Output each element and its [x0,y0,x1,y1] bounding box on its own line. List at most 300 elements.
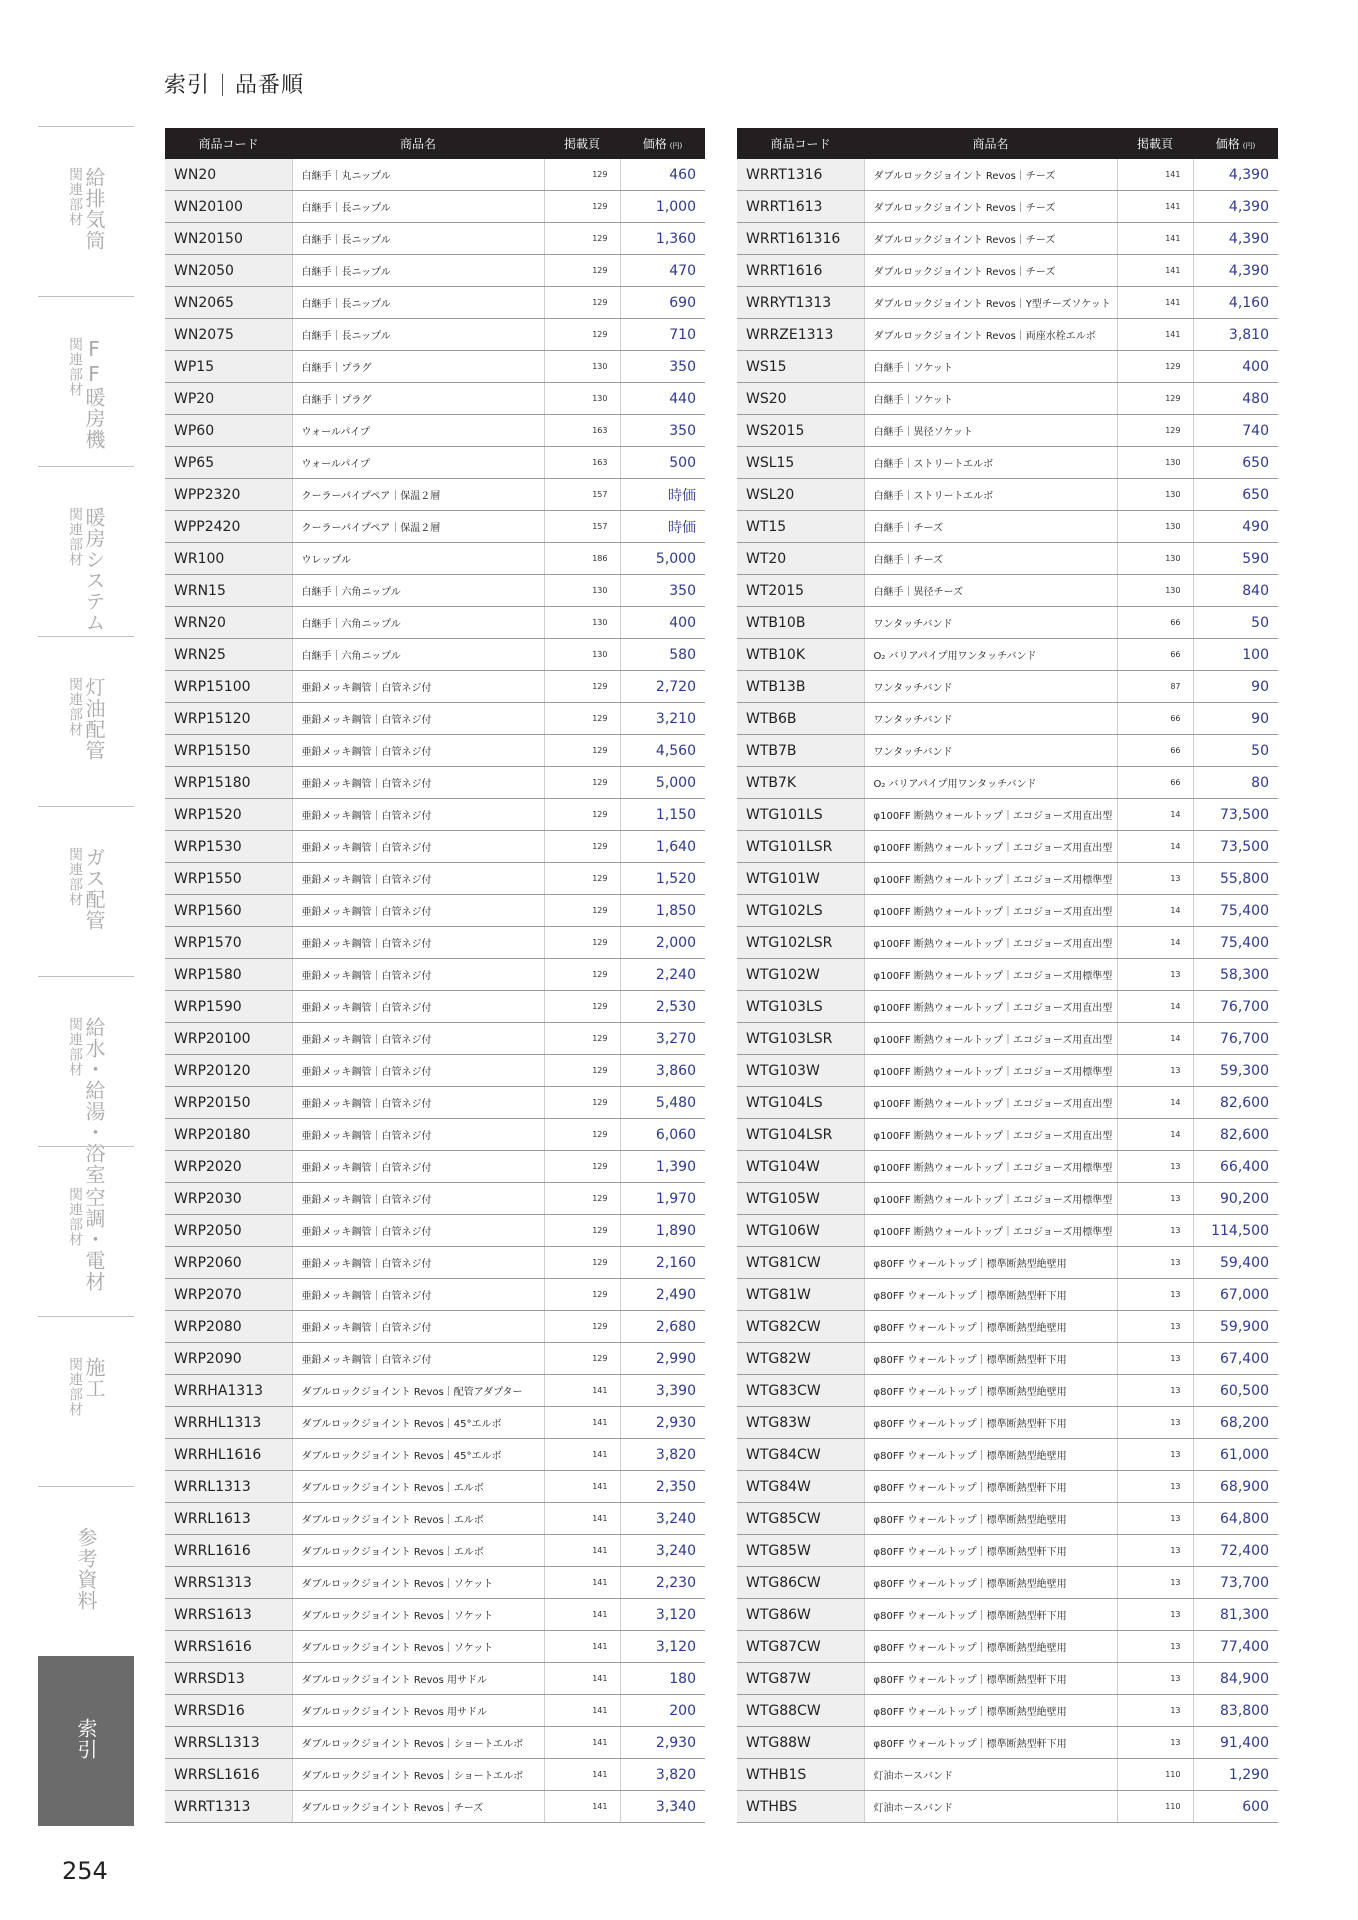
price: 180 [620,1663,705,1695]
page-ref: 66 [1117,607,1193,639]
page-ref: 130 [1117,575,1193,607]
table-row [165,735,705,767]
page-ref: 13 [1117,1279,1193,1311]
table-row [165,1311,705,1343]
product-code: WRRSL1616 [165,1759,292,1791]
product-name: 亜鉛メッキ鋼管｜白管ネジ付 [292,1023,544,1055]
table-row [165,415,705,447]
product-code: WRRSL1313 [165,1727,292,1759]
product-code: WRN15 [165,575,292,607]
page-ref: 141 [544,1439,620,1471]
product-name: ダブルロックジョイント Revos｜エルボ [292,1535,544,1567]
page-ref: 129 [544,1215,620,1247]
product-code: WTG88CW [737,1695,864,1727]
page-ref: 129 [544,1087,620,1119]
product-code: WRRL1613 [165,1503,292,1535]
price: 4,390 [1193,255,1278,287]
table-row [737,863,1278,895]
product-name: 亜鉛メッキ鋼管｜白管ネジ付 [292,863,544,895]
product-code: WTB10B [737,607,864,639]
product-name: φ100FF 断熱ウォールトップ｜エコジョーズ用直出型 [864,991,1117,1023]
table-row [165,959,705,991]
table-row [165,863,705,895]
product-name: 亜鉛メッキ鋼管｜白管ネジ付 [292,1279,544,1311]
product-name: φ80FF ウォールトップ｜標準断熱型軒下用 [864,1727,1117,1759]
page-ref: 13 [1117,1439,1193,1471]
product-code: WT2015 [737,575,864,607]
table-header-row [165,128,705,159]
product-code: WRP2090 [165,1343,292,1375]
product-code: WRP2070 [165,1279,292,1311]
page-ref: 129 [544,927,620,959]
page-ref: 141 [544,1759,620,1791]
sidebar-item-0[interactable] [38,126,134,296]
product-code: WRRT1313 [165,1791,292,1823]
product-name: φ80FF ウォールトップ｜標準断熱型絶壁用 [864,1503,1117,1535]
product-name: ダブルロックジョイント Revos｜両座水栓エルボ [864,319,1117,351]
page-ref: 129 [544,1023,620,1055]
product-name: 亜鉛メッキ鋼管｜白管ネジ付 [292,671,544,703]
product-code: WRP1520 [165,799,292,831]
page-ref: 141 [544,1695,620,1727]
page-ref: 141 [544,1375,620,1407]
table-row [165,1407,705,1439]
price: 1,360 [620,223,705,255]
price: 650 [1193,479,1278,511]
product-code: WRRT1613 [737,191,864,223]
table-row [165,1023,705,1055]
product-name: φ100FF 断熱ウォールトップ｜エコジョーズ用直出型 [864,1119,1117,1151]
table-row [165,319,705,351]
sidebar-item-sublabel: 関連部材 [67,337,83,397]
price: 2,990 [620,1343,705,1375]
product-name: 灯油ホースバンド [864,1759,1117,1791]
page-ref: 129 [1117,351,1193,383]
product-name: φ80FF ウォールトップ｜標準断熱型絶壁用 [864,1695,1117,1727]
page-ref: 13 [1117,1631,1193,1663]
price: 75,400 [1193,895,1278,927]
price: 4,560 [620,735,705,767]
table-row [737,1439,1278,1471]
table-row [165,1599,705,1631]
table-row [737,1631,1278,1663]
product-code: WN2065 [165,287,292,319]
product-code: WPP2420 [165,511,292,543]
product-name: ワンタッチバンド [864,735,1117,767]
price: 82,600 [1193,1119,1278,1151]
table-row [737,543,1278,575]
table-row [165,1087,705,1119]
product-name: φ80FF ウォールトップ｜標準断熱型絶壁用 [864,1631,1117,1663]
price: 66,400 [1193,1151,1278,1183]
product-name: 白継手｜プラグ [292,383,544,415]
product-code: WSL15 [737,447,864,479]
page-ref: 129 [544,703,620,735]
page-ref: 14 [1117,991,1193,1023]
price: 91,400 [1193,1727,1278,1759]
price: 82,600 [1193,1087,1278,1119]
product-name: クーラーパイプペア｜保温２層 [292,479,544,511]
product-code: WTG82W [737,1343,864,1375]
header-name: 商品名 [864,128,1117,159]
price: 200 [620,1695,705,1727]
price: 1,890 [620,1215,705,1247]
product-code: WTG81W [737,1279,864,1311]
table-row [737,639,1278,671]
product-name: 亜鉛メッキ鋼管｜白管ネジ付 [292,927,544,959]
product-code: WTG88W [737,1727,864,1759]
product-name: 白継手｜異径チーズ [864,575,1117,607]
page-ref: 129 [544,319,620,351]
product-code: WPP2320 [165,479,292,511]
product-name: ダブルロックジョイント Revos｜ソケット [292,1567,544,1599]
sidebar-item-sublabel: 関連部材 [67,677,83,737]
table-row [165,1183,705,1215]
product-code: WT15 [737,511,864,543]
table-row [737,511,1278,543]
price: 1,150 [620,799,705,831]
product-name: 白継手｜チーズ [864,543,1117,575]
price: 時価 [620,479,705,511]
product-name: φ80FF ウォールトップ｜標準断熱型絶壁用 [864,1439,1117,1471]
price: 83,800 [1193,1695,1278,1727]
product-code: WS20 [737,383,864,415]
page-ref: 129 [544,767,620,799]
product-code: WTHBS [737,1791,864,1823]
product-code: WP20 [165,383,292,415]
page-ref: 13 [1117,1663,1193,1695]
table-row [165,287,705,319]
product-code: WRP20100 [165,1023,292,1055]
sidebar-item-label: 給排気筒 [82,167,106,251]
sidebar-item-label: 給水・給湯・浴室 [82,1017,106,1185]
product-name: 亜鉛メッキ鋼管｜白管ネジ付 [292,991,544,1023]
price: 740 [1193,415,1278,447]
price: 5,000 [620,767,705,799]
product-code: WTG101LSR [737,831,864,863]
price: 75,400 [1193,927,1278,959]
product-code: WRP2080 [165,1311,292,1343]
page-ref: 14 [1117,1087,1193,1119]
product-code: WRP15150 [165,735,292,767]
product-code: WRRS1613 [165,1599,292,1631]
price: 3,860 [620,1055,705,1087]
table-row [165,1471,705,1503]
price: 73,700 [1193,1567,1278,1599]
product-name: 白継手｜異径ソケット [864,415,1117,447]
table-row [165,1375,705,1407]
product-code: WTG82CW [737,1311,864,1343]
product-name: 亜鉛メッキ鋼管｜白管ネジ付 [292,895,544,927]
header-code: 商品コード [737,128,864,159]
price: 1,640 [620,831,705,863]
page-ref: 129 [544,895,620,927]
product-name: ワンタッチバンド [864,607,1117,639]
table-row [737,1183,1278,1215]
product-name: 亜鉛メッキ鋼管｜白管ネジ付 [292,1247,544,1279]
product-code: WTG104LS [737,1087,864,1119]
price: 600 [1193,1791,1278,1823]
table-row [165,639,705,671]
product-code: WRRS1616 [165,1631,292,1663]
product-name: O₂ バリアパイプ用ワンタッチバンド [864,639,1117,671]
product-name: φ80FF ウォールトップ｜標準断熱型絶壁用 [864,1567,1117,1599]
product-name: φ80FF ウォールトップ｜標準断熱型軒下用 [864,1279,1117,1311]
price: 114,500 [1193,1215,1278,1247]
table-row [165,511,705,543]
product-code: WTG101W [737,863,864,895]
product-code: WT20 [737,543,864,575]
sidebar-item-1[interactable] [38,296,134,466]
page-ref: 141 [544,1599,620,1631]
sidebar-item-2[interactable] [38,466,134,636]
price: 2,240 [620,959,705,991]
product-code: WRRHL1616 [165,1439,292,1471]
product-code: WRRS1313 [165,1567,292,1599]
table-row [165,767,705,799]
page-ref: 13 [1117,1375,1193,1407]
index-table-right [737,128,1278,1823]
product-name: ダブルロックジョイント Revos｜チーズ [864,159,1117,191]
product-code: WRN20 [165,607,292,639]
product-code: WTG85W [737,1535,864,1567]
page-ref: 130 [544,351,620,383]
product-code: WRP1580 [165,959,292,991]
product-name: 亜鉛メッキ鋼管｜白管ネジ付 [292,1119,544,1151]
header-price-unit: (円) [1242,142,1256,150]
table-row [737,959,1278,991]
product-code: WTG84W [737,1471,864,1503]
page-ref: 141 [544,1631,620,1663]
product-name: 白継手｜六角ニップル [292,575,544,607]
header-price-label: 価格 [642,137,667,151]
product-code: WRRL1616 [165,1535,292,1567]
product-code: WP15 [165,351,292,383]
product-code: WRP1590 [165,991,292,1023]
page-ref: 13 [1117,959,1193,991]
price: 90 [1193,703,1278,735]
price: 100 [1193,639,1278,671]
price: 470 [620,255,705,287]
table-row [165,351,705,383]
table-row [737,287,1278,319]
page-ref: 129 [544,191,620,223]
product-name: ダブルロックジョイント Revos｜チーズ [864,255,1117,287]
product-name: φ80FF ウォールトップ｜標準断熱型絶壁用 [864,1311,1117,1343]
price: 2,930 [620,1407,705,1439]
price: 3,810 [1193,319,1278,351]
table-row [737,1407,1278,1439]
header-page: 掲載頁 [1117,128,1193,159]
table-row [165,927,705,959]
price: 1,390 [620,1151,705,1183]
table-row [165,991,705,1023]
price: 4,160 [1193,287,1278,319]
table-row [737,575,1278,607]
sidebar-item-9[interactable] [38,1656,134,1826]
table-row [737,1791,1278,1823]
product-name: 亜鉛メッキ鋼管｜白管ネジ付 [292,735,544,767]
price: 61,000 [1193,1439,1278,1471]
price: 84,900 [1193,1663,1278,1695]
product-code: WN20 [165,159,292,191]
page-ref: 129 [544,671,620,703]
product-code: WTB7B [737,735,864,767]
page-ref: 110 [1117,1791,1193,1823]
product-name: φ80FF ウォールトップ｜標準断熱型絶壁用 [864,1247,1117,1279]
price: 1,520 [620,863,705,895]
header-page: 掲載頁 [544,128,620,159]
product-code: WS15 [737,351,864,383]
product-code: WRP2020 [165,1151,292,1183]
sidebar-item-5[interactable] [38,976,134,1185]
product-name: 灯油ホースバンド [864,1791,1117,1823]
price: 490 [1193,511,1278,543]
product-code: WTG101LS [737,799,864,831]
product-code: WTB10K [737,639,864,671]
page-ref: 13 [1117,1471,1193,1503]
page-ref: 14 [1117,895,1193,927]
product-code: WTG104LSR [737,1119,864,1151]
sidebar-item-text [38,337,134,450]
table-row [737,767,1278,799]
page-ref: 129 [544,959,620,991]
page-ref: 163 [544,415,620,447]
product-code: WSL20 [737,479,864,511]
sidebar-item-text [38,1718,134,1760]
product-name: φ100FF 断熱ウォールトップ｜エコジョーズ用直出型 [864,831,1117,863]
page-title [164,68,304,99]
product-code: WRP15180 [165,767,292,799]
product-code: WP60 [165,415,292,447]
price: 2,530 [620,991,705,1023]
product-name: ダブルロックジョイント Revos｜ソケット [292,1599,544,1631]
product-name: ダブルロックジョイント Revos｜Y型チーズソケット [864,287,1117,319]
product-name: φ100FF 断熱ウォールトップ｜エコジョーズ用直出型 [864,1023,1117,1055]
product-code: WRRHL1313 [165,1407,292,1439]
table-row [737,927,1278,959]
product-code: WRP15120 [165,703,292,735]
sidebar-item-label: 空調・電材 [82,1187,106,1292]
product-name: 白継手｜長ニップル [292,191,544,223]
page-ref: 14 [1117,927,1193,959]
sidebar-item-label: 灯油配管 [82,677,106,761]
product-code: WTG83W [737,1407,864,1439]
product-name: ダブルロックジョイント Revos｜45°エルボ [292,1439,544,1471]
table-row [737,671,1278,703]
sidebar-item-4[interactable] [38,806,134,976]
price: 59,400 [1193,1247,1278,1279]
page-ref: 13 [1117,1503,1193,1535]
product-name: ダブルロックジョイント Revos｜ソケット [292,1631,544,1663]
price: 67,000 [1193,1279,1278,1311]
price: 58,300 [1193,959,1278,991]
price: 5,480 [620,1087,705,1119]
product-name: 白継手｜丸ニップル [292,159,544,191]
product-code: WRRYT1313 [737,287,864,319]
page-ref: 129 [544,991,620,1023]
product-code: WRRT161316 [737,223,864,255]
product-name: ウレップル [292,543,544,575]
sidebar-item-text [38,167,134,251]
sidebar-item-6[interactable] [38,1146,134,1316]
page-ref: 66 [1117,735,1193,767]
page-ref: 13 [1117,863,1193,895]
table-row [165,1119,705,1151]
header-code: 商品コード [165,128,292,159]
table-header-row [737,128,1278,159]
page-ref: 129 [544,1279,620,1311]
product-name: φ80FF ウォールトップ｜標準断熱型絶壁用 [864,1375,1117,1407]
product-name: 亜鉛メッキ鋼管｜白管ネジ付 [292,767,544,799]
product-code: WRRSD13 [165,1663,292,1695]
table-row [165,159,705,191]
product-code: WRP1560 [165,895,292,927]
sidebar-item-label: ガス配管 [82,847,106,931]
price: 72,400 [1193,1535,1278,1567]
product-name: クーラーパイプペア｜保温２層 [292,511,544,543]
product-name: 亜鉛メッキ鋼管｜白管ネジ付 [292,1151,544,1183]
product-code: WRP1570 [165,927,292,959]
table-row [165,1439,705,1471]
sidebar-item-7[interactable] [38,1316,134,1486]
product-code: WRN25 [165,639,292,671]
product-name: 亜鉛メッキ鋼管｜白管ネジ付 [292,1087,544,1119]
product-name: 白継手｜長ニップル [292,255,544,287]
price: 590 [1193,543,1278,575]
product-name: 亜鉛メッキ鋼管｜白管ネジ付 [292,1311,544,1343]
product-name: ウォールパイプ [292,447,544,479]
price: 50 [1193,607,1278,639]
sidebar-item-3[interactable] [38,636,134,806]
price: 67,400 [1193,1343,1278,1375]
product-name: ダブルロックジョイント Revos｜エルボ [292,1471,544,1503]
table-row [737,1599,1278,1631]
product-name: φ100FF 断熱ウォールトップ｜エコジョーズ用直出型 [864,927,1117,959]
product-code: WRP2030 [165,1183,292,1215]
table-row [165,1503,705,1535]
sidebar-item-text [38,847,134,931]
page-ref: 13 [1117,1183,1193,1215]
page-ref: 141 [544,1567,620,1599]
table-row [737,1023,1278,1055]
price: 59,900 [1193,1311,1278,1343]
table-row [165,575,705,607]
product-code: WTG104W [737,1151,864,1183]
product-name: 白継手｜長ニップル [292,319,544,351]
product-code: WTG105W [737,1183,864,1215]
table-row [737,1119,1278,1151]
price: 90 [1193,671,1278,703]
table-row [737,1151,1278,1183]
table-row [737,1759,1278,1791]
product-code: WTB7K [737,767,864,799]
page-ref: 13 [1117,1343,1193,1375]
table-row [737,1247,1278,1279]
page-ref: 129 [544,831,620,863]
page-ref: 141 [544,1791,620,1823]
product-name: 白継手｜チーズ [864,511,1117,543]
product-code: WTG86CW [737,1567,864,1599]
product-name: ダブルロックジョイント Revos 用サドル [292,1663,544,1695]
product-code: WRRL1313 [165,1471,292,1503]
product-name: 白継手｜長ニップル [292,287,544,319]
page-number: 254 [62,1857,108,1885]
price: 480 [1193,383,1278,415]
sidebar-item-8[interactable] [38,1486,134,1656]
page-ref: 129 [544,863,620,895]
product-name: 亜鉛メッキ鋼管｜白管ネジ付 [292,1055,544,1087]
